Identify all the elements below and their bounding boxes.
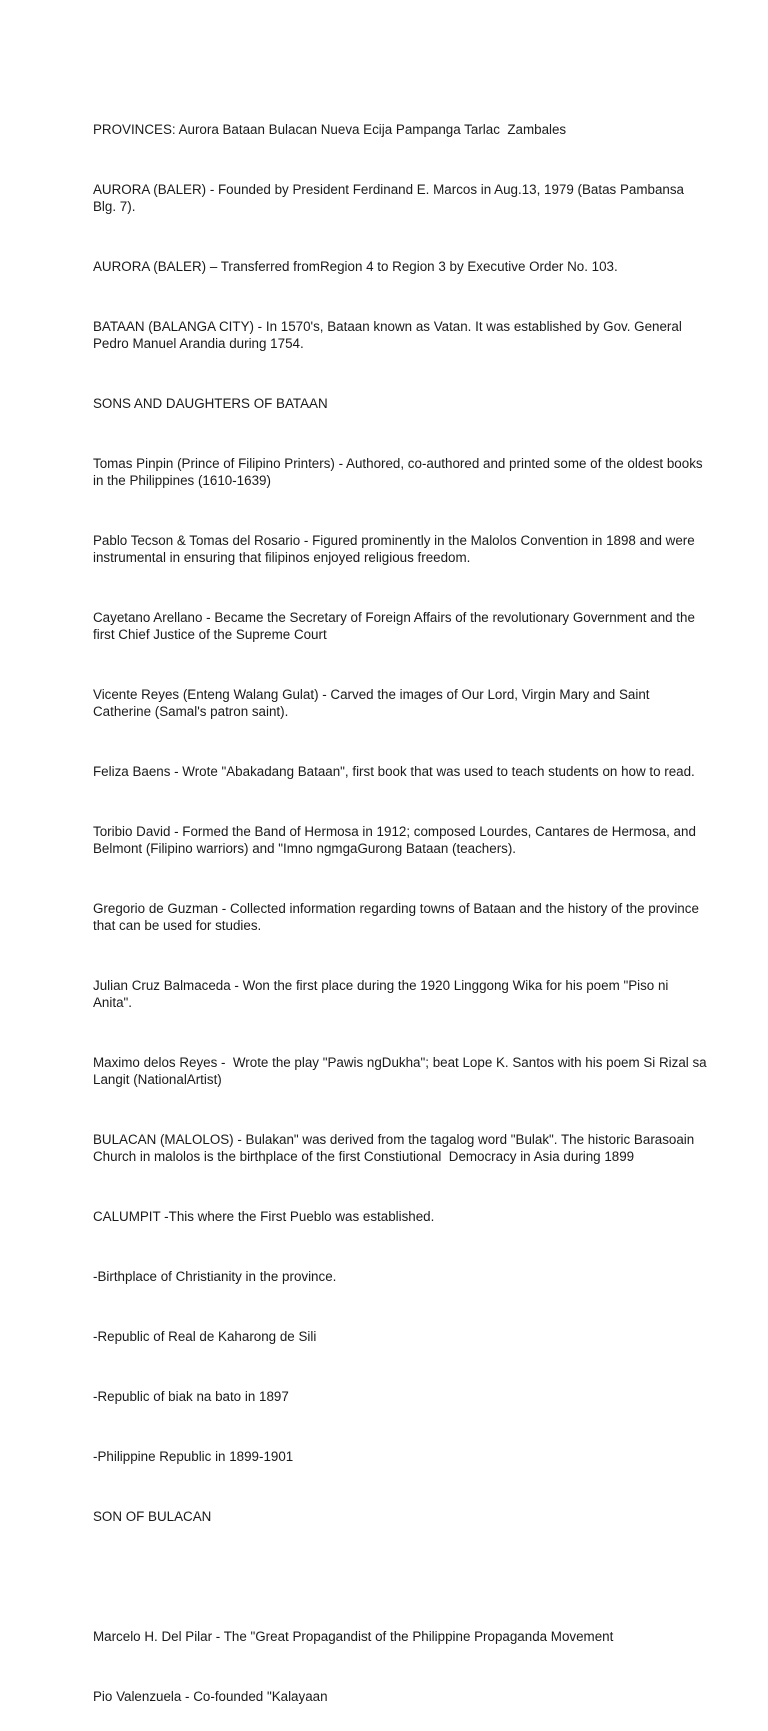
paragraph-vicente-reyes: Vicente Reyes (Enteng Walang Gulat) - Carved the images of Our Lord, Virgin Mary and Saint Catherine (Samal's patron saint). — [93, 687, 654, 719]
list-item-biak-na-bato: -Republic of biak na bato in 1897 — [93, 1389, 289, 1404]
paragraph-gregorio-de-guzman: Gregorio de Guzman - Collected information regarding towns of Bataan and the history of the province that can be used for studies. — [93, 901, 703, 933]
paragraph-tecson-rosario: Pablo Tecson & Tomas del Rosario - Figured prominently in the Malolos Convention in 1898 and were instrumental in ensuring that filipinos enjoyed religious freedom. — [93, 533, 699, 565]
heading-son-of-bulacan: SON OF BULACAN — [93, 1509, 212, 1524]
paragraph-toribio-david: Toribio David - Formed the Band of Hermosa in 1912; composed Lourdes, Cantares de Hermosa, and Belmont (Filipino warriors) and "Imno ngmgaGurong Bataan (teachers). — [93, 824, 700, 856]
heading-sons-daughters-bataan: SONS AND DAUGHTERS OF BATAAN — [93, 396, 328, 411]
paragraph-provinces: PROVINCES: Aurora Bataan Bulacan Nueva Ecija Pampanga Tarlac Zambales — [93, 122, 567, 137]
list-item-real-de-kaharong: -Republic of Real de Kaharong de Sili — [93, 1329, 317, 1344]
paragraph-cayetano-arellano: Cayetano Arellano - Became the Secretary of Foreign Affairs of the revolutionary Government and the first Chief Justice of the Supreme Court — [93, 610, 699, 642]
list-item-philippine-republic: -Philippine Republic in 1899-1901 — [93, 1449, 294, 1464]
paragraph-bataan: BATAAN (BALANGA CITY) - In 1570's, Bataan known as Vatan. It was established by Gov. General Pedro Manuel Arandia during 1754. — [93, 319, 686, 351]
paragraph-feliza-baens: Feliza Baens - Wrote "Abakadang Bataan", first book that was used to teach students on how to read. — [93, 764, 695, 779]
list-item-christianity: -Birthplace of Christianity in the province. — [93, 1269, 337, 1284]
paragraph-marcelo-del-pilar: Marcelo H. Del Pilar - The "Great Propagandist of the Philippine Propaganda Movement — [93, 1629, 614, 1644]
paragraph-aurora-transferred: AURORA (BALER) – Transferred fromRegion 4 to Region 3 by Executive Order No. 103. — [93, 259, 618, 274]
blank-line — [93, 1568, 708, 1594]
paragraph-maximo-delos-reyes: Maximo delos Reyes - Wrote the play "Pawis ngDukha"; beat Lope K. Santos with his poem Si Rizal sa Langit (NationalArtist) — [93, 1055, 711, 1087]
paragraph-bulacan: BULACAN (MALOLOS) - Bulakan" was derived from the tagalog word "Bulak". The historic Barasoain Church in malolos is the birthplace of the first Constiutional Democracy in Asia during 1899 — [93, 1132, 698, 1164]
paragraph-tomas-pinpin: Tomas Pinpin (Prince of Filipino Printers) - Authored, co-authored and printed some of the oldest books in the Philippines (1610-1639) — [93, 456, 707, 488]
paragraph-pio-valenzuela: Pio Valenzuela - Co-founded "Kalayaan — [93, 1689, 328, 1704]
paragraph-aurora-founded: AURORA (BALER) - Founded by President Ferdinand E. Marcos in Aug.13, 1979 (Batas Pambansa Blg. 7). — [93, 182, 688, 214]
paragraph-calumpit: CALUMPIT -This where the First Pueblo was established. — [93, 1209, 435, 1224]
paragraph-julian-cruz-balmaceda: Julian Cruz Balmaceda - Won the first place during the 1920 Linggong Wika for his poem "Piso ni Anita". — [93, 978, 672, 1010]
